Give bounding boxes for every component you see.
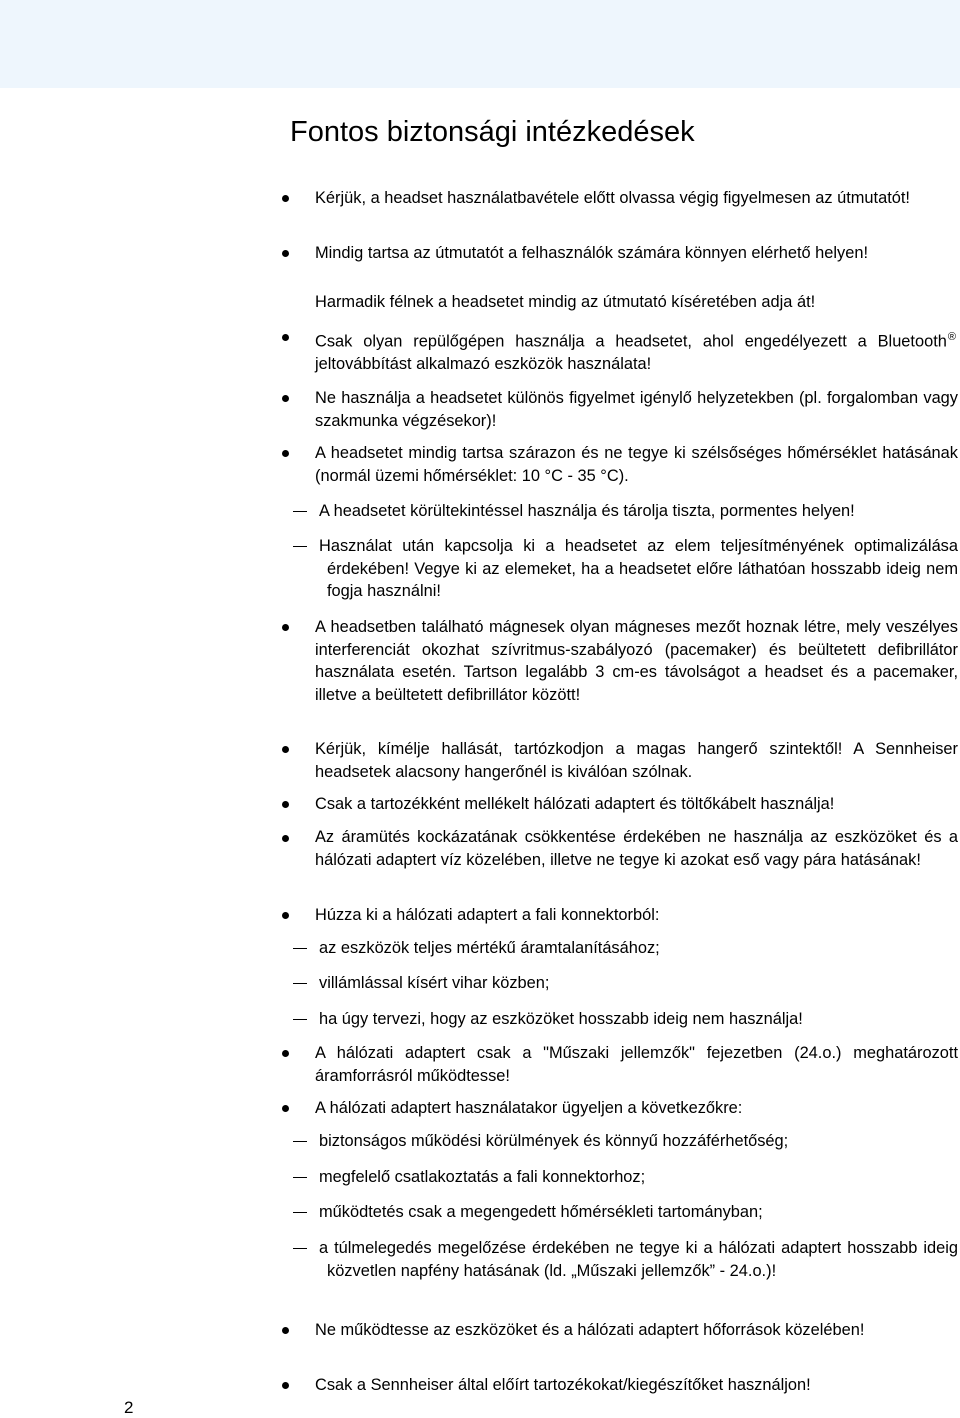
bullet-icon — [282, 801, 289, 808]
list-item: Kérjük, a headset használatbavétele előtt olvassa végig figyelmesen az útmutatót! — [315, 189, 910, 207]
dash-icon — [293, 1248, 307, 1249]
sub-list-item: ha úgy tervezi, hogy az eszközöket hosszabb ideig nem használja! — [319, 1010, 803, 1028]
sub-list-item: az eszközök teljes mértékű áramtalanításához; — [319, 939, 660, 957]
sub-list-item: Használat után kapcsolja ki a headsetet az elem teljesítményének optimalizálása érdekében! Vegye ki az elemeket, ha a headsetet előre láthatóan hosszabb ideig nem fogja használni! — [319, 537, 958, 600]
bullet-icon — [282, 746, 289, 753]
list-item: Csak a Sennheiser által előírt tartozékokat/kiegészítőket használjon! — [315, 1376, 811, 1394]
dash-icon — [293, 511, 307, 512]
sub-list-item: biztonságos működési körülmények és könnyű hozzáférhetőség; — [319, 1132, 789, 1150]
list-item: Csak a tartozékként mellékelt hálózati adaptert és töltőkábelt használja! — [315, 795, 835, 813]
bullet-icon — [282, 334, 289, 341]
list-item: Harmadik félnek a headsetet mindig az útmutató kíséretében adja át! — [315, 293, 816, 311]
list-item: A hálózati adaptert használatakor ügyeljen a következőkre: — [315, 1099, 743, 1117]
sub-list-item: működtetés csak a megengedett hőmérsékleti tartományban; — [319, 1203, 763, 1221]
list-item: Kérjük, kímélje hallását, tartózkodjon a magas hangerő szintektől! A Sennheiser headsetek alacsony hangerőnél is kiválóan szólnak. — [315, 740, 958, 781]
list-item: Ne használja a headsetet különös figyelmet igénylő helyzetekben (pl. forgalomban vagy szakmunka végzésekor)! — [315, 389, 958, 430]
bullet-icon — [282, 250, 289, 257]
bullet-icon — [282, 1050, 289, 1057]
bullet-icon — [282, 395, 289, 402]
page-number: 2 — [124, 1398, 134, 1417]
sub-list-item: A headsetet körültekintéssel használja és tárolja tiszta, pormentes helyen! — [319, 502, 855, 520]
list-item: Az áramütés kockázatának csökkentése érdekében ne használja az eszközöket és a hálózati adaptert víz közelében, illetve ne tegye ki azokat eső vagy pára hatásának! — [315, 828, 958, 869]
list-item: Húzza ki a hálózati adaptert a fali konnektorból: — [315, 906, 660, 924]
sub-list-item: villámlással kísért vihar közben; — [319, 974, 550, 992]
dash-icon — [293, 983, 307, 984]
bullet-icon — [282, 450, 289, 457]
sub-list-item: megfelelő csatlakoztatás a fali konnektorhoz; — [319, 1168, 646, 1186]
bullet-icon — [282, 624, 289, 631]
dash-icon — [293, 1212, 307, 1213]
page-title: Fontos biztonsági intézkedések — [290, 116, 695, 148]
list-item: Mindig tartsa az útmutatót a felhasználók számára könnyen elérhető helyen! — [315, 244, 869, 262]
sub-list-item: a túlmelegedés megelőzése érdekében ne tegye ki a hálózati adaptert hosszabb ideig közvetlen napfény hatásának (ld. „Műszaki jellemzők” - 24.o.)! — [319, 1239, 958, 1280]
dash-icon — [293, 1141, 307, 1142]
bullet-icon — [282, 1382, 289, 1389]
list-item: Ne működtesse az eszközöket és a hálózati adaptert hőforrások közelében! — [315, 1321, 865, 1339]
bullet-icon — [282, 1327, 289, 1334]
header-band — [0, 0, 960, 88]
registered-mark-icon: ® — [947, 331, 956, 343]
dash-icon — [293, 948, 307, 949]
dash-icon — [293, 1019, 307, 1020]
list-item: A headsetet mindig tartsa szárazon és ne tegye ki szélsőséges hőmérséklet hatásának (normál üzemi hőmérséklet: 10 °C - 35 °C). — [315, 444, 958, 485]
bullet-icon — [282, 195, 289, 202]
dash-icon — [293, 1177, 307, 1178]
bullet-icon — [282, 1105, 289, 1112]
list-item: A headsetben található mágnesek olyan mágneses mezőt hoznak létre, mely veszélyes interferenciát okozhat szívritmus-szabályozó (pacemaker) és beültetett defibrillátor használata esetén. Tartson legalább 3 cm-es távolságot a headset és a pacemaker, illetve a beültetett defibrillátor között! — [315, 618, 958, 704]
list-item: Csak olyan repülőgépen használja a headsetet, ahol engedélyezett a Bluetooth® jeltovábbítást alkalmazó eszközök használata! — [315, 331, 956, 373]
list-item: A hálózati adaptert csak a "Műszaki jellemzők" fejezetben (24.o.) meghatározott áramforrásról működtesse! — [315, 1044, 958, 1085]
bullet-icon — [282, 912, 289, 919]
dash-icon — [293, 546, 307, 547]
bullet-icon — [282, 835, 289, 842]
